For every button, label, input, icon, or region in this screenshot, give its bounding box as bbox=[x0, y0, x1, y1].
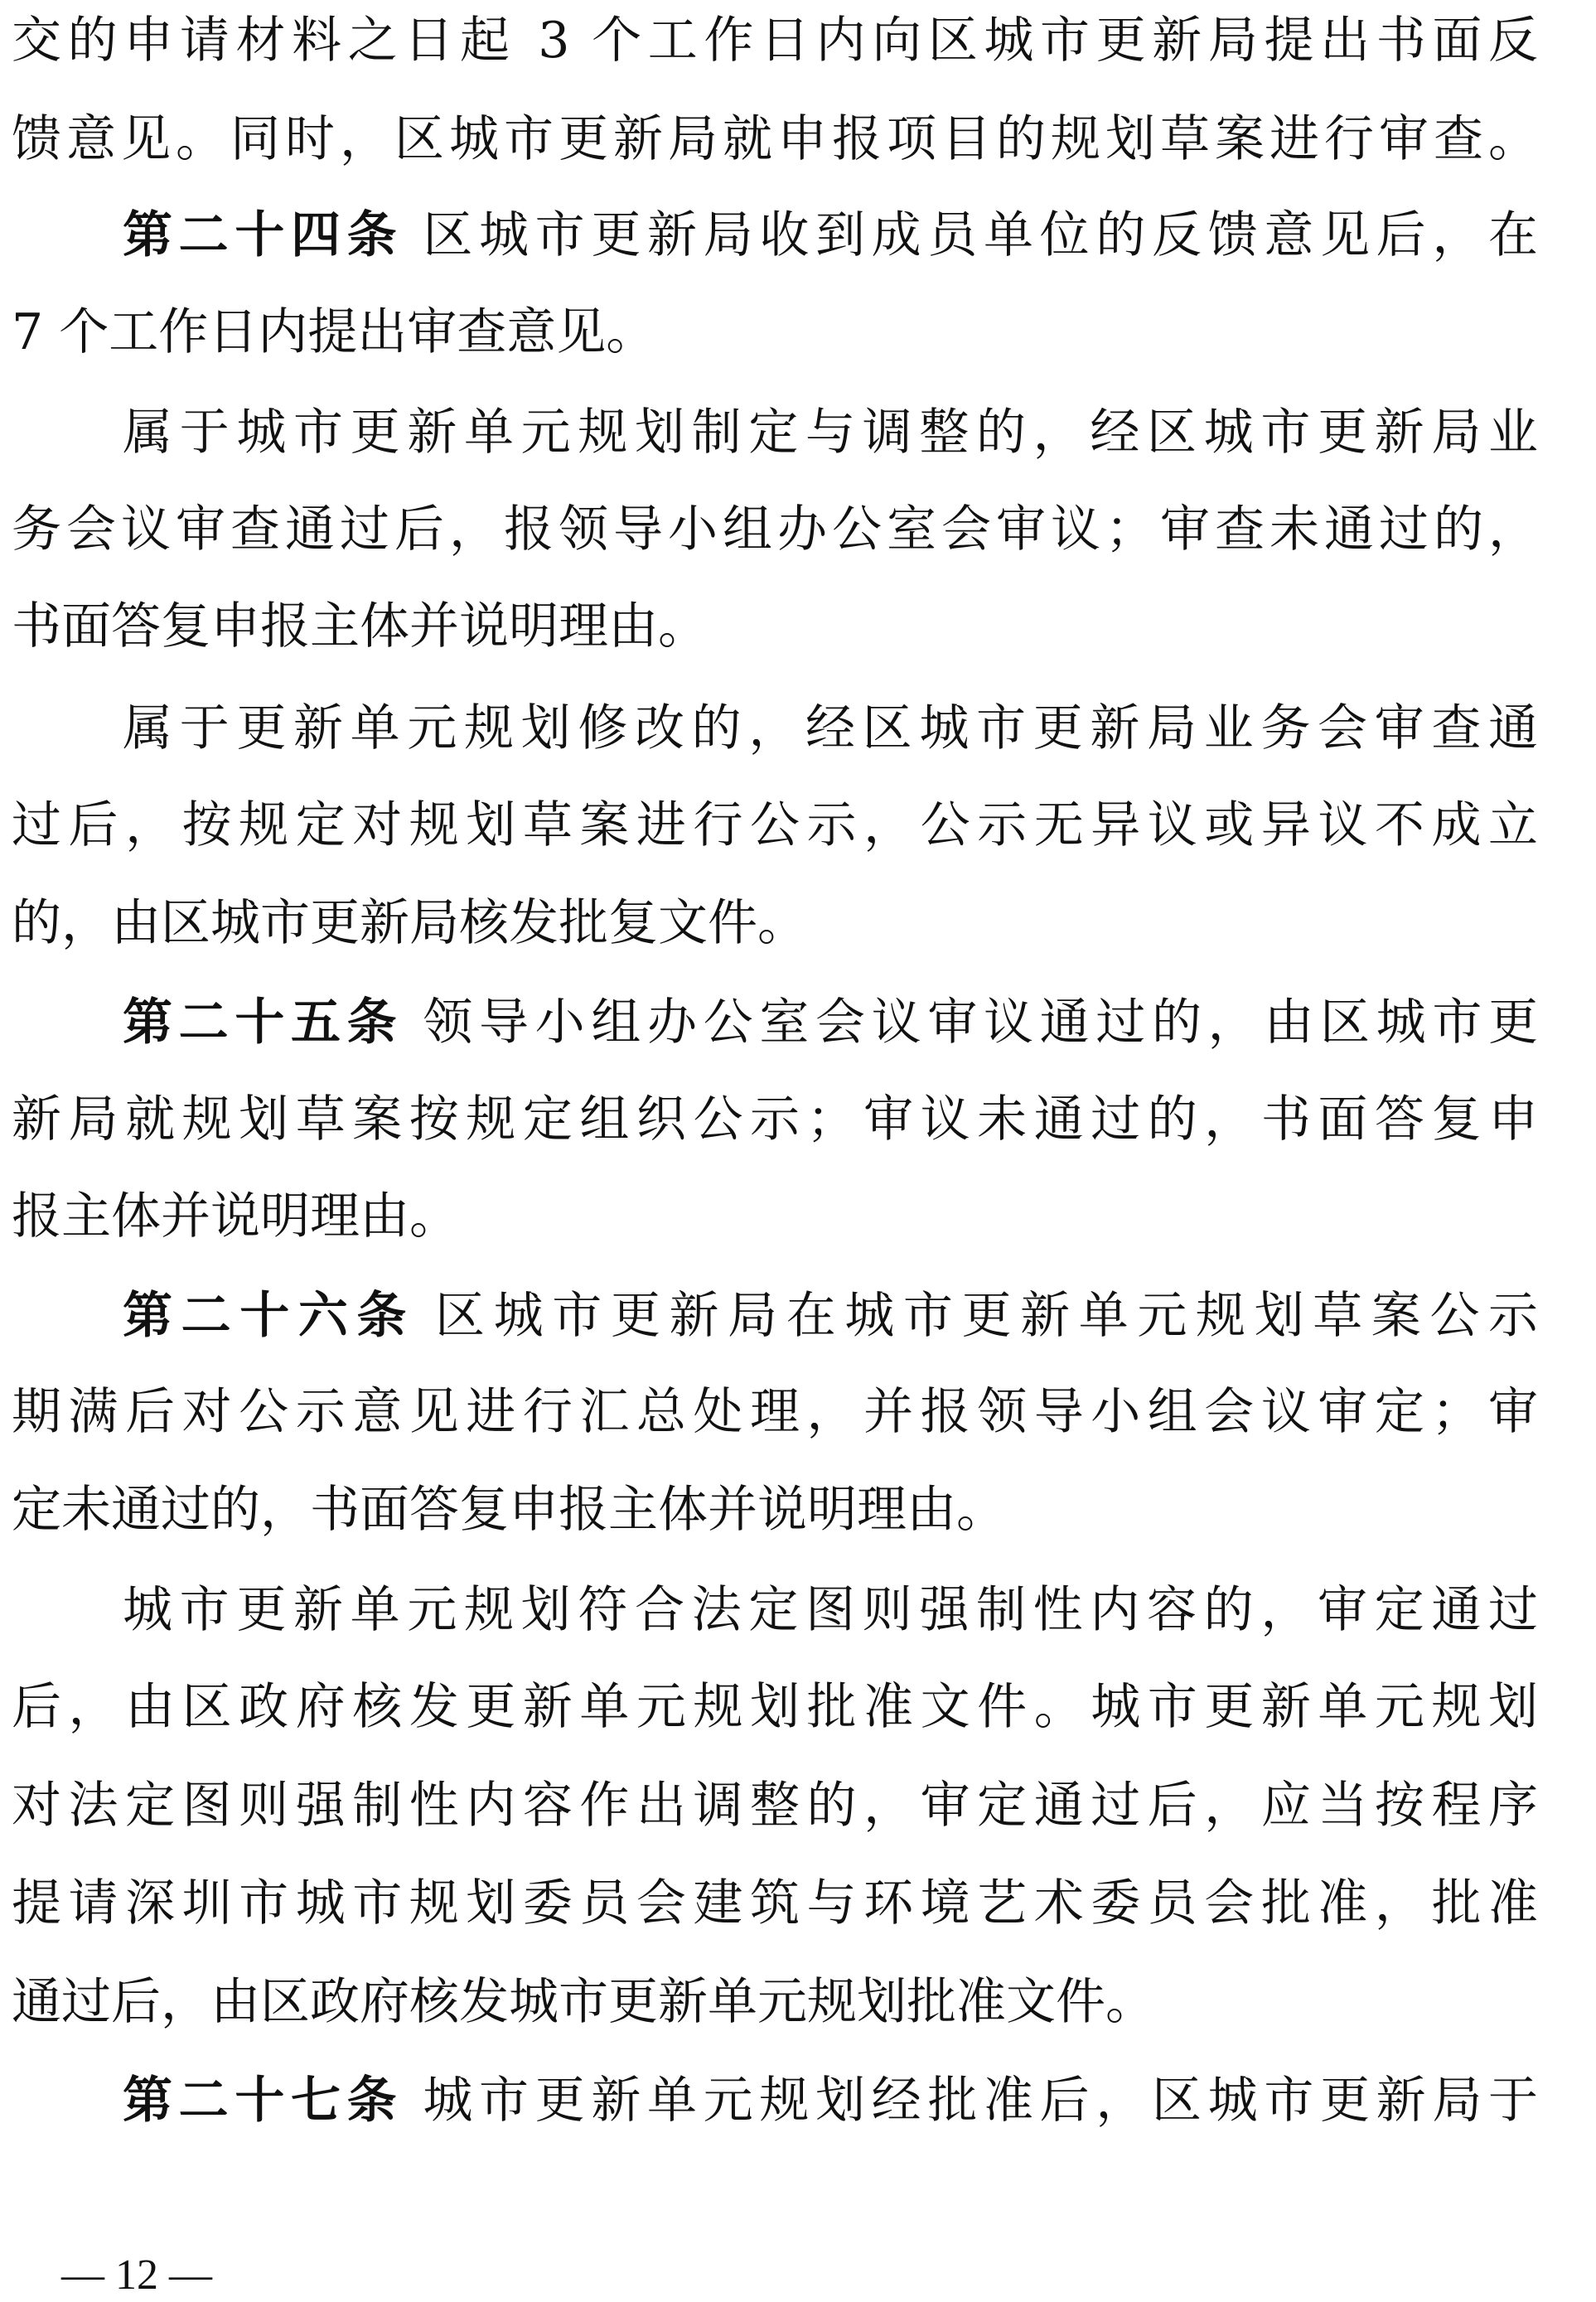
paragraph-line bbox=[12, 1461, 1538, 1560]
paragraph-line bbox=[12, 776, 1538, 875]
paragraph-line bbox=[12, 283, 1538, 382]
article-number: 第二十四条 bbox=[123, 206, 404, 264]
line-text: 提请深圳市城市规划委员会建筑与环境艺术委员会批准，批准 bbox=[12, 1874, 1538, 1932]
line-text: 新局就规划草案按规定组织公示；审议未通过的，书面答复申 bbox=[12, 1091, 1538, 1149]
paragraph-line bbox=[12, 1168, 1538, 1266]
paragraph-line bbox=[12, 1363, 1538, 1462]
line-text: 属于城市更新单元规划制定与调整的，经区城市更新局业 bbox=[123, 404, 1538, 462]
line-text: 书面答复申报主体并说明理由。 bbox=[12, 597, 708, 655]
paragraph-line bbox=[12, 0, 1538, 90]
line-text: 定未通过的，书面答复申报主体并说明理由。 bbox=[12, 1481, 1006, 1539]
line-text: 馈意见。同时，区城市更新局就申报项目的规划草案进行审查。 bbox=[12, 110, 1538, 168]
paragraph-line bbox=[12, 578, 1538, 676]
line-text: 区城市更新局收到成员单位的反馈意见后，在 bbox=[423, 206, 1539, 264]
article-heading-line bbox=[12, 186, 1538, 285]
line-text: 的，由区城市更新局核发批复文件。 bbox=[12, 894, 807, 952]
paragraph-line bbox=[12, 384, 1538, 482]
line-text: 后，由区政府核发更新单元规划批准文件。城市更新单元规划 bbox=[12, 1678, 1538, 1736]
paragraph-line bbox=[12, 679, 1538, 778]
article-number: 第二十七条 bbox=[123, 2072, 404, 2130]
line-text: 城市更新单元规划经批准后，区城市更新局于 bbox=[423, 2072, 1539, 2130]
line-text: 属于更新单元规划修改的，经区城市更新局业务会审查通 bbox=[123, 699, 1538, 757]
article-number: 第二十六条 bbox=[123, 1287, 416, 1345]
line-text: 通过后，由区政府核发城市更新单元规划批准文件。 bbox=[12, 1973, 1155, 2031]
line-text: 报主体并说明理由。 bbox=[12, 1187, 459, 1245]
line-text: 领导小组办公室会议审议通过的，由区城市更 bbox=[423, 994, 1539, 1052]
paragraph-line bbox=[12, 874, 1538, 973]
paragraph-line bbox=[12, 90, 1538, 189]
paragraph-line bbox=[12, 1855, 1538, 1953]
line-text: 过后，按规定对规划草案进行公示，公示无异议或异议不成立 bbox=[12, 796, 1538, 854]
line-text: 7 个工作日内提出审查意见。 bbox=[12, 303, 656, 361]
paragraph-line bbox=[12, 481, 1538, 579]
line-text: 城市更新单元规划符合法定图则强制性内容的，审定通过 bbox=[123, 1581, 1538, 1639]
line-text: 区城市更新局在城市更新单元规划草案公示 bbox=[435, 1287, 1539, 1345]
article-heading-line bbox=[12, 1267, 1538, 1366]
paragraph-line bbox=[12, 1658, 1538, 1757]
paragraph-line bbox=[12, 1561, 1538, 1660]
paragraph-line bbox=[12, 1757, 1538, 1855]
article-number: 第二十五条 bbox=[123, 994, 404, 1052]
article-heading-line bbox=[12, 2052, 1538, 2150]
line-text: 交的申请材料之日起 3 个工作日内向区城市更新局提出书面反 bbox=[12, 12, 1538, 70]
paragraph-line bbox=[12, 1071, 1538, 1169]
line-text: 务会议审查通过后，报领导小组办公室会审议；审查未通过的， bbox=[12, 501, 1538, 559]
page-number: — 12 — bbox=[61, 2251, 212, 2299]
paragraph-line bbox=[12, 1953, 1538, 2052]
line-text: 对法定图则强制性内容作出调整的，审定通过后，应当按程序 bbox=[12, 1777, 1538, 1835]
line-text: 期满后对公示意见进行汇总处理，并报领导小组会议审定；审 bbox=[12, 1383, 1538, 1441]
article-heading-line bbox=[12, 974, 1538, 1072]
